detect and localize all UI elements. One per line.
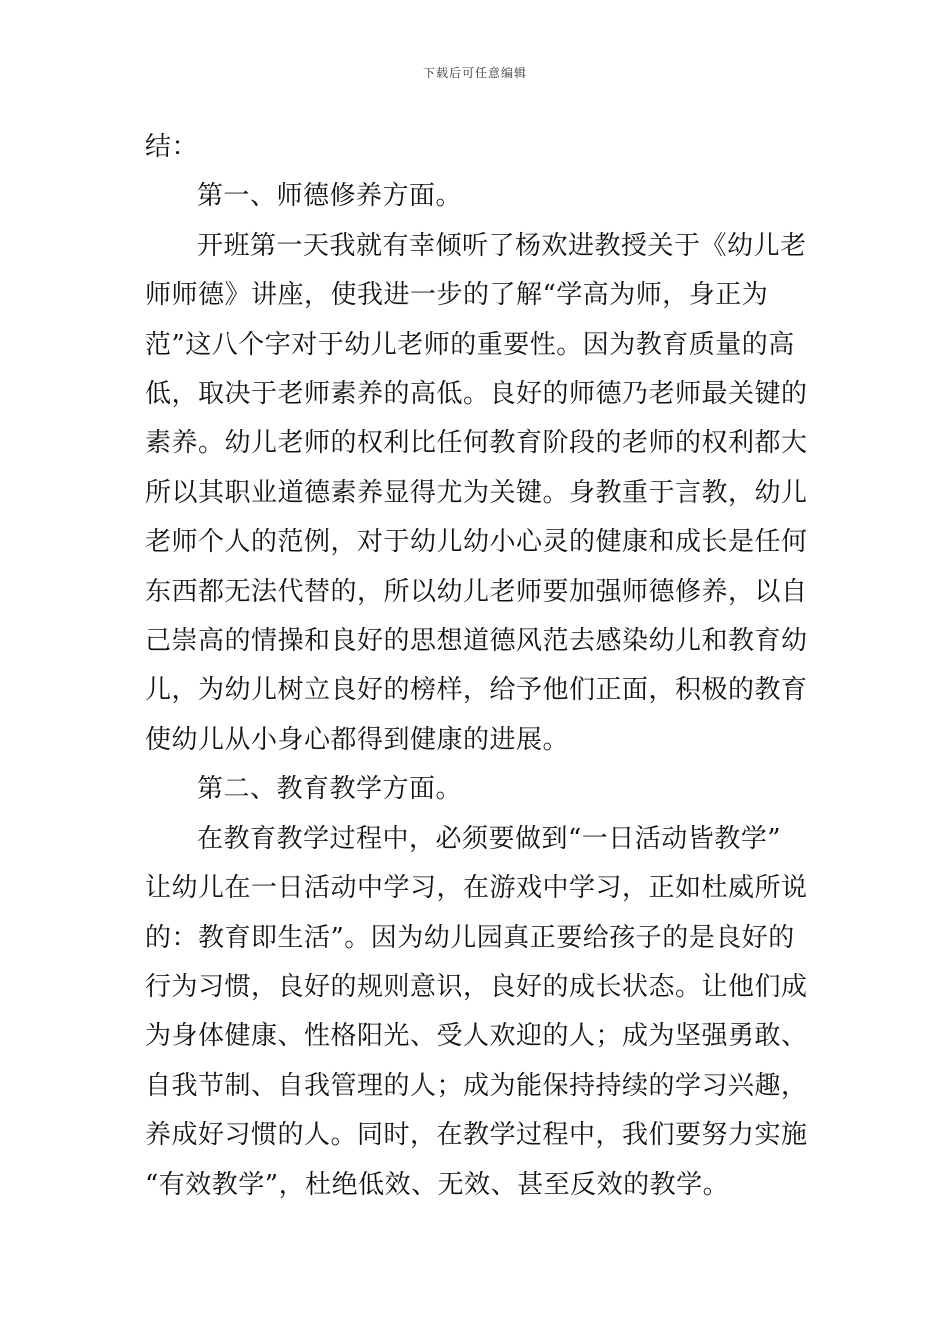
text-line: 的：教育即生活”。因为幼儿园真正要给孩子的是良好的: [145, 922, 795, 953]
section-heading: 第二、教育教学方面。: [197, 774, 463, 805]
page-header: 下载后可任意编辑: [422, 66, 527, 80]
text-line: 为身体健康、性格阳光、受人欢迎的人；成为坚强勇敢、: [145, 1021, 808, 1052]
text-line: 行为习惯，良好的规则意识，良好的成长状态。让他们成: [145, 971, 808, 1002]
text-line: 东西都无法代替的，所以幼儿老师要加强师德修养，以自: [145, 576, 808, 607]
text-line: 所以其职业道德素养显得尤为关键。身教重于言教，幼儿: [145, 477, 808, 508]
text-line: 让幼儿在一日活动中学习，在游戏中学习，正如杜威所说: [145, 873, 808, 904]
section-heading: 第一、师德修养方面。: [197, 181, 463, 212]
text-line: 儿，为幼儿树立良好的榜样，给予他们正面，积极的教育: [145, 675, 808, 706]
text-line: 低，取决于老师素养的高低。良好的师德乃老师最关键的: [145, 379, 808, 410]
text-line: 素养。幼儿老师的权利比任何教育阶段的老师的权利都大: [145, 428, 808, 459]
document-body: [145, 123, 810, 1210]
text-line: “有效教学”，杜绝低效、无效、甚至反效的教学。: [145, 1169, 730, 1200]
text-line: 师师德》讲座，使我进一步的了解“学高为师，身正为: [145, 280, 769, 311]
text-line: 范”这八个字对于幼儿老师的重要性。因为教育质量的高: [145, 329, 795, 360]
text-line: 在教育教学过程中，必须要做到“一日活动皆教学”: [197, 823, 782, 854]
text-line: 使幼儿从小身心都得到健康的进展。: [145, 724, 570, 755]
text-line: 己崇高的情操和良好的思想道德风范去感染幼儿和教育幼: [145, 626, 808, 657]
text-line: 自我节制、自我管理的人；成为能保持持续的学习兴趣，: [145, 1070, 808, 1101]
text-line: 结：: [145, 132, 199, 162]
text-line: 开班第一天我就有幸倾听了杨欢进教授关于《幼儿老: [197, 230, 807, 261]
text-line: 养成好习惯的人。同时，在教学过程中，我们要努力实施: [145, 1120, 808, 1151]
text-line: 老师个人的范例，对于幼儿幼小心灵的健康和成长是任何: [145, 527, 808, 558]
